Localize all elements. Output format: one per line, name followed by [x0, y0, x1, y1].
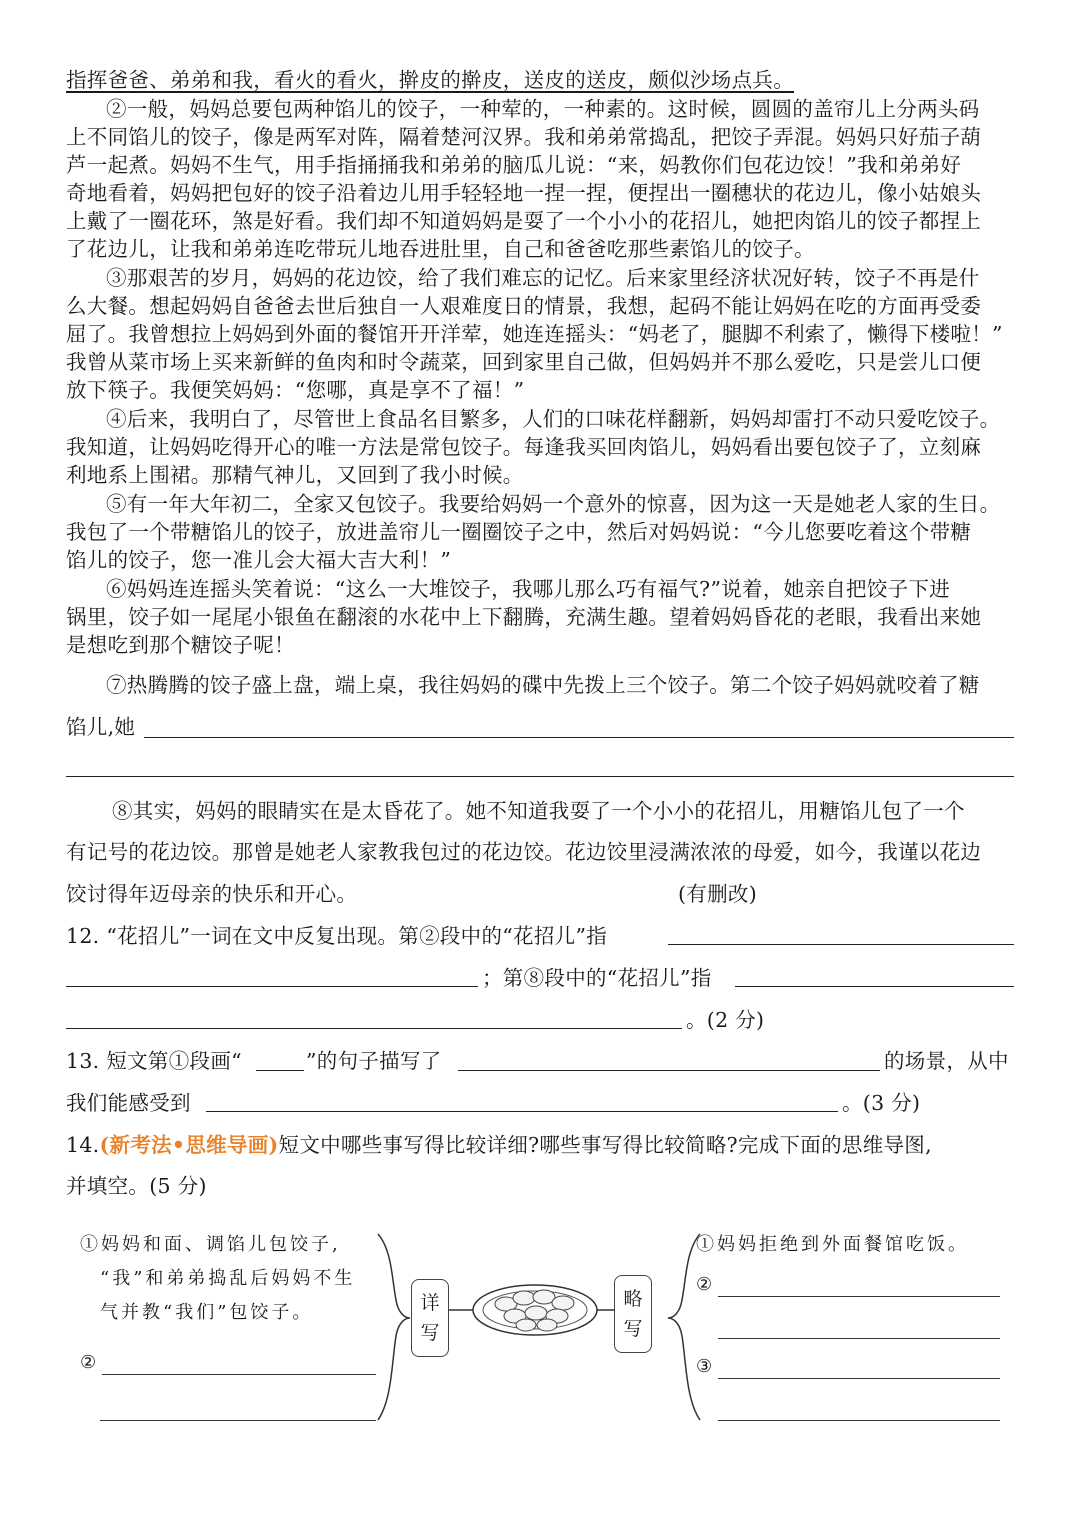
- paragraph-5-line: 馅儿的饺子，您一准儿会大福大吉大利！”: [66, 548, 452, 572]
- brief-box-char: 略: [623, 1288, 643, 1310]
- dumplings-plate-icon: [473, 1285, 597, 1335]
- brief-box-char: 写: [623, 1318, 643, 1340]
- paragraph-8-line: 饺讨得年迈母亲的快乐和开心。: [66, 882, 358, 906]
- paragraph-6-line: ⑥妈妈连连摇头笑着说：“这么一大堆饺子，我哪儿那么巧有福气?”说着，她亲自把饺子下进: [106, 577, 951, 601]
- paragraph-4-line: 利地系上围裙。那精气神儿，又回到了我小时候。: [66, 463, 524, 487]
- brief-item-2-blank[interactable]: [718, 1296, 1000, 1297]
- paragraph-5-line: ⑤有一年大年初二，全家又包饺子。我要给妈妈一个意外的惊喜，因为这一天是她老人家的生日。: [106, 492, 1001, 516]
- q14-tag: (新考法•思维导画): [99, 1133, 279, 1157]
- q14-prompt-2: 并填空。(5 分): [66, 1174, 207, 1198]
- q13-prompt-mid: ”的句子描写了: [306, 1049, 442, 1073]
- paragraph-8-line: ⑧其实，妈妈的眼睛实在是太昏花了。她不知道我耍了一个小小的花招儿，用糖馅儿包了一个: [112, 799, 965, 823]
- detail-item-1-line: 气并教“我们”包饺子。: [100, 1302, 314, 1323]
- paragraph-1-tail: 指挥爸爸、弟弟和我，看火的看火，擀皮的擀皮，送皮的送皮，颇似沙场点兵。: [66, 68, 794, 92]
- paragraph-2-line: 上不同馅儿的饺子，像是两军对阵，隔着楚河汉界。我和弟弟常捣乱，把饺子弄混。妈妈只好茄子葫: [66, 125, 982, 149]
- detail-item-2-label: ②: [80, 1352, 100, 1373]
- source-note: (有删改): [678, 882, 757, 906]
- paragraph-3-line: 我曾从菜市场上买来新鲜的鱼肉和时令蔬菜，回到家里自己做，但妈妈并不那么爱吃，只是尝儿口便: [66, 350, 982, 374]
- brief-item-3-label: ③: [696, 1356, 716, 1377]
- brief-item-2-label: ②: [696, 1274, 716, 1295]
- brief-item-3-blank[interactable]: [718, 1378, 1000, 1379]
- paragraph-6-line: 是想吃到那个糖饺子呢！: [66, 633, 295, 657]
- paragraph-4-line: ④后来，我明白了，尽管世上食品名目繁多，人们的口味花样翻新，妈妈却雷打不动只爱吃饺子。: [106, 407, 1001, 431]
- paragraph-3-line: ③那艰苦的岁月，妈妈的花边饺，给了我们难忘的记忆。后来家里经济状况好转，饺子不再是什: [106, 266, 980, 290]
- brief-item-2-blank-2[interactable]: [718, 1338, 1000, 1339]
- paragraph-6-line: 锅里，饺子如一尾尾小银鱼在翻滚的水花中上下翻腾，充满生趣。望着妈妈昏花的老眼，我看出来她: [66, 605, 982, 629]
- brief-writing-box: [614, 1275, 652, 1353]
- q13-score: 。(3 分): [842, 1091, 921, 1115]
- q14-number: 14.: [66, 1133, 100, 1157]
- q12-score: 。(2 分): [686, 1008, 765, 1032]
- paragraph-2-line: 上戴了一圈花环，煞是好看。我们却不知道妈妈是耍了一个小小的花招儿，她把肉馅儿的饺子都捏上: [66, 209, 982, 233]
- paragraph-7-line: 馅儿,她: [66, 715, 136, 739]
- paragraph-8-line: 有记号的花边饺。那曾是她老人家教我包过的花边饺。花边饺里浸满浓浓的母爱，如今，我谨以花边: [66, 840, 982, 864]
- q14-text: 短文中哪些事写得比较详细?哪些事写得比较简略?完成下面的思维导图,: [278, 1133, 932, 1157]
- paragraph-2-line: 了花边儿，让我和弟弟连吃带玩儿地吞进肚里，自己和爸爸吃那些素馅儿的饺子。: [66, 237, 815, 261]
- paragraph-4-line: 我知道，让妈妈吃得开心的唯一方法是常包饺子。每逢我买回肉馅儿，妈妈看出要包饺子了，立刻麻: [66, 435, 982, 459]
- paragraph-3-line: 放下筷子。我便笑妈妈：“您哪，真是享不了福！”: [66, 378, 525, 402]
- brief-item-1: ①妈妈拒绝到外面餐馆吃饭。: [696, 1234, 969, 1255]
- paragraph-5-line: 我包了一个带糖馅儿的饺子，放进盖帘儿一圈圈饺子之中，然后对妈妈说：“今儿您要吃着这个带糖: [66, 520, 972, 544]
- detail-item-2-blank[interactable]: [102, 1374, 376, 1375]
- detail-item-1-line: “我”和弟弟捣乱后妈妈不生: [100, 1268, 356, 1289]
- detail-box-char: 写: [420, 1322, 440, 1344]
- paragraph-7-line: ⑦热腾腾的饺子盛上盘，端上桌，我往妈妈的碟中先拨上三个饺子。第二个饺子妈妈就咬着了糖: [106, 673, 980, 697]
- detail-item-1-line: ①妈妈和面、调馅儿包饺子,: [80, 1234, 341, 1255]
- q13-prompt: 13. 短文第①段画“: [66, 1049, 242, 1073]
- q12-prompt: 12. “花招儿”一词在文中反复出现。第②段中的“花招儿”指: [66, 924, 608, 948]
- q12-prompt-2: ；第⑧段中的“花招儿”指: [482, 966, 712, 990]
- q13-prompt-post: 的场景，从中: [884, 1049, 1009, 1073]
- brief-item-3-blank-2[interactable]: [718, 1420, 1000, 1421]
- paragraph-2-line: 芦一起煮。妈妈不生气，用手指捅捅我和弟弟的脑瓜儿说：“来，妈教你们包花边饺！”我和弟弟好: [66, 153, 962, 177]
- paragraph-2-line: ②一般，妈妈总要包两种馅儿的饺子，一种荤的，一种素的。这时候，圆圆的盖帘儿上分两头码: [106, 97, 980, 121]
- q13-prompt-2: 我们能感受到: [66, 1091, 191, 1115]
- paragraph-2-line: 奇地看着，妈妈把包好的饺子沿着边儿用手轻轻地一捏一捏，便捏出一圈穗状的花边儿，像小姑娘头: [66, 181, 982, 205]
- detail-box-char: 详: [420, 1292, 440, 1314]
- detail-writing-box: [411, 1279, 449, 1357]
- paragraph-3-line: 么大餐。想起妈妈自爸爸去世后独自一人艰难度日的情景，我想，起码不能让妈妈在吃的方面再受委: [66, 294, 982, 318]
- paragraph-3-line: 屈了。我曾想拉上妈妈到外面的餐馆开开洋荤，她连连摇头：“妈老了，腿脚不利索了，懒得下楼啦！”: [66, 322, 1003, 346]
- detail-item-2-blank-2[interactable]: [100, 1420, 376, 1421]
